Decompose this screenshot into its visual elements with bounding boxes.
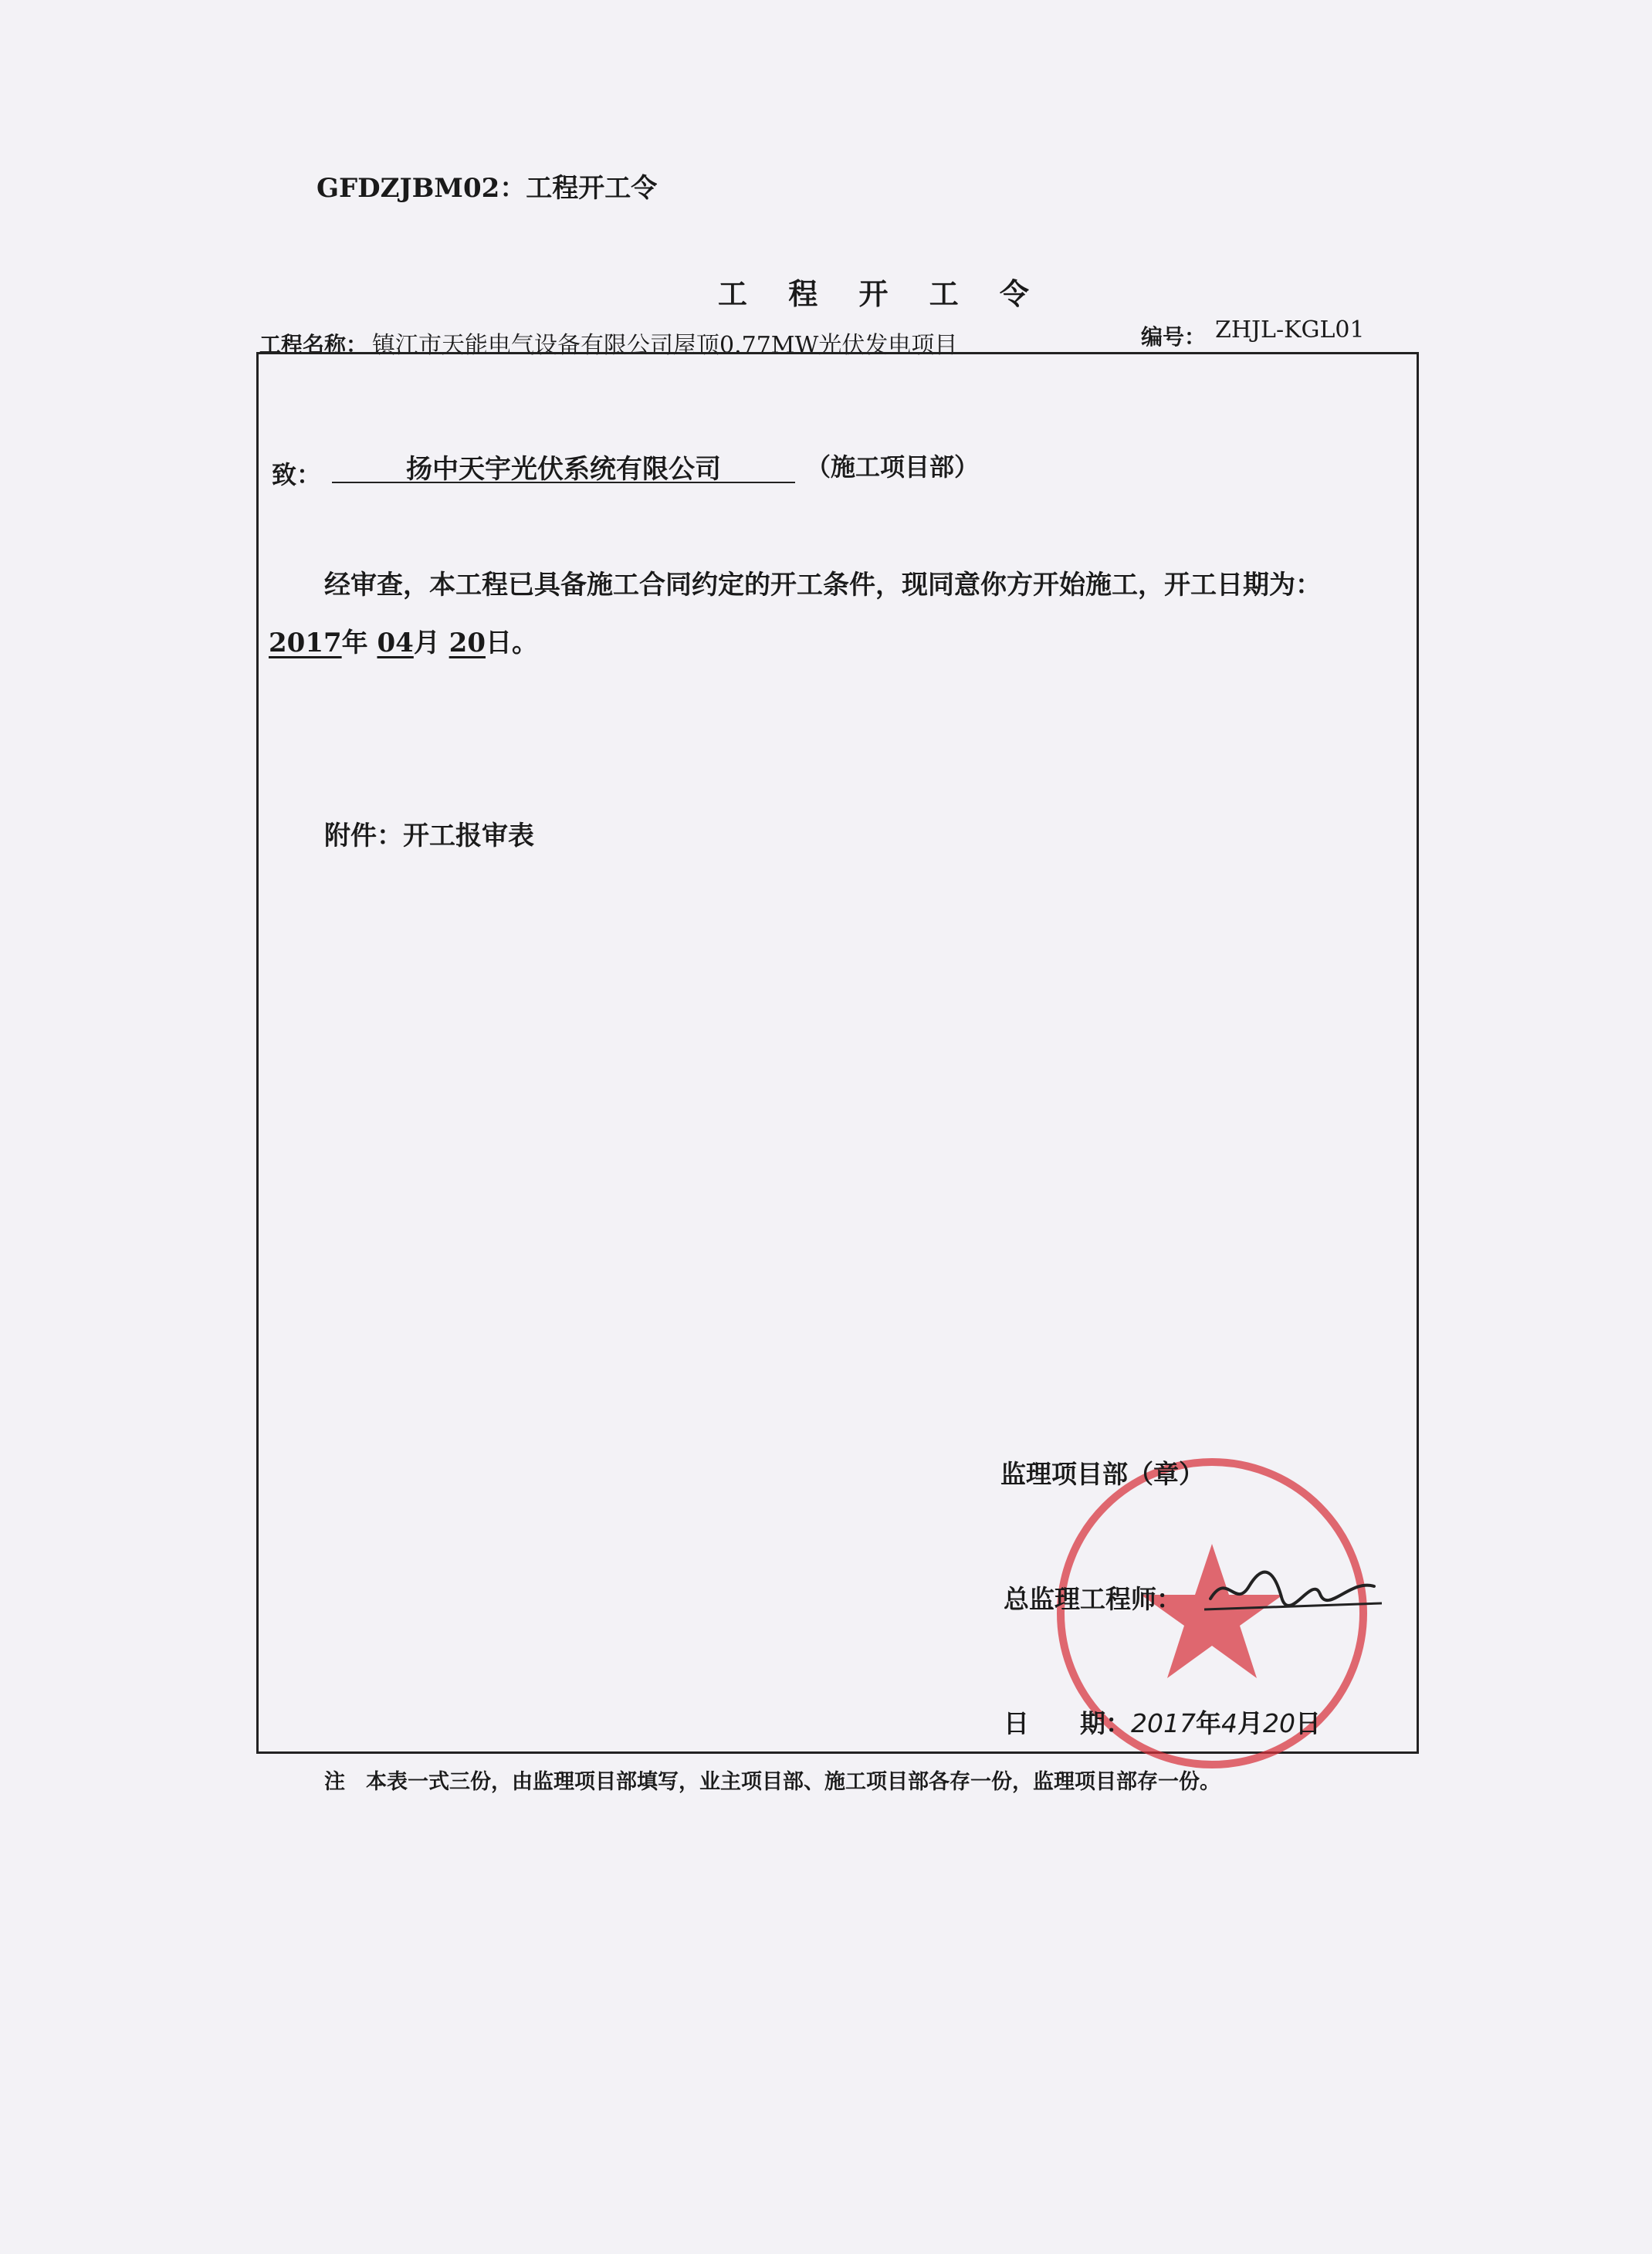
month-unit: 月 — [413, 628, 440, 658]
start-date — [269, 621, 538, 659]
recipient-suffix: （施工项目部） — [806, 452, 980, 482]
document-title: 工 程 开 工 令 — [718, 276, 1044, 311]
recipient-company: 扬中天宇光伏系统有限公司 — [332, 448, 795, 483]
serial-number-label: 编号： — [1141, 324, 1207, 350]
footer-note: 注 本表一式三份，由监理项目部填写，业主项目部、施工项目部各存一份，监理项目部存一份。 — [324, 1770, 1220, 1794]
start-day: 20 — [449, 628, 486, 658]
sign-date — [1004, 1704, 1321, 1740]
sign-day-unit: 日 — [1295, 1708, 1321, 1738]
sign-year: 2017 — [1131, 1708, 1196, 1738]
chief-engineer-label: 总监理工程师： — [1004, 1584, 1182, 1614]
sign-day: 20 — [1262, 1708, 1295, 1738]
form-code: GFDZJBM02：工程开工令 — [317, 173, 658, 204]
approval-paragraph: 经审查，本工程已具备施工合同约定的开工条件，现同意你方开始施工，开工日期为： — [324, 570, 1322, 601]
year-unit: 年 — [341, 628, 368, 658]
day-unit: 日。 — [485, 628, 538, 658]
project-name-label: 工程名称： — [259, 332, 368, 357]
sign-date-label: 日 期： — [1004, 1708, 1131, 1738]
sign-month: 4 — [1220, 1708, 1237, 1738]
serial-number: ZHJL-KGL01 — [1215, 316, 1365, 344]
start-month: 04 — [377, 628, 414, 658]
sign-year-unit: 年 — [1195, 1708, 1221, 1738]
signature — [1204, 1563, 1382, 1617]
start-year: 2017 — [269, 628, 342, 658]
project-name: 镇江市天能电气设备有限公司屋顶0.77MW光伏发电项目 — [372, 332, 958, 359]
attachment-label: 附件：开工报审表 — [324, 821, 534, 851]
supervision-dept-label: 监理项目部（章） — [1000, 1459, 1204, 1489]
recipient-label: 致： — [272, 460, 322, 489]
sign-month-unit: 月 — [1237, 1708, 1263, 1738]
